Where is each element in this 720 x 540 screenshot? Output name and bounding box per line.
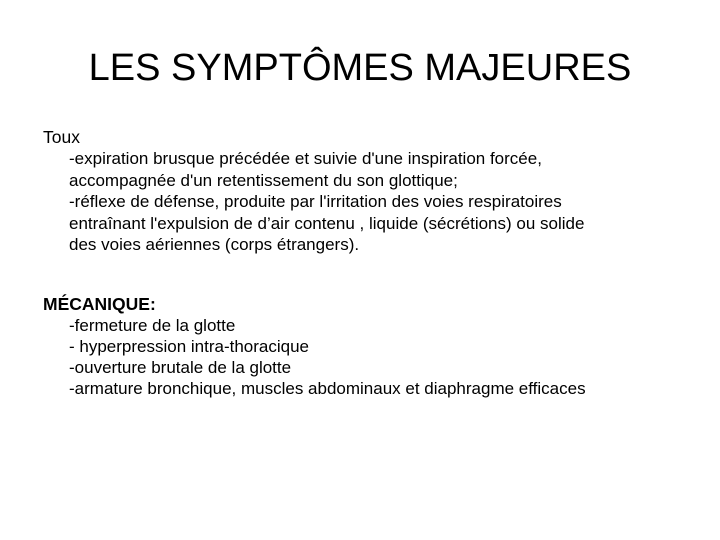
text-line: -réflexe de défense, produite par l'irritation des voies respiratoires: [69, 192, 562, 211]
text-line: entraînant l'expulsion de d’air contenu , liquide (sécrétions) ou solide: [69, 213, 585, 233]
text-line: -ouverture brutale de la glotte: [69, 358, 292, 377]
section-mecanique: [43, 294, 703, 399]
slide-title: LES SYMPTÔMES MAJEURES: [88, 47, 632, 89]
text-line: -expiration brusque précédée et suivie d'une inspiration forcée,: [69, 149, 542, 168]
text-line: -fermeture de la glotte: [69, 316, 236, 335]
section-label: MÉCANIQUE:: [43, 294, 156, 314]
text-line: des voies aériennes (corps étrangers).: [69, 235, 360, 254]
section-toux: [43, 127, 703, 256]
text-line: accompagnée d'un retentissement du son glottique;: [69, 170, 458, 190]
text-line: - hyperpression intra-thoracique: [69, 337, 310, 356]
text-line: -armature bronchique, muscles abdominaux et diaphragme efficaces: [69, 379, 586, 398]
section-label: Toux: [43, 127, 80, 147]
